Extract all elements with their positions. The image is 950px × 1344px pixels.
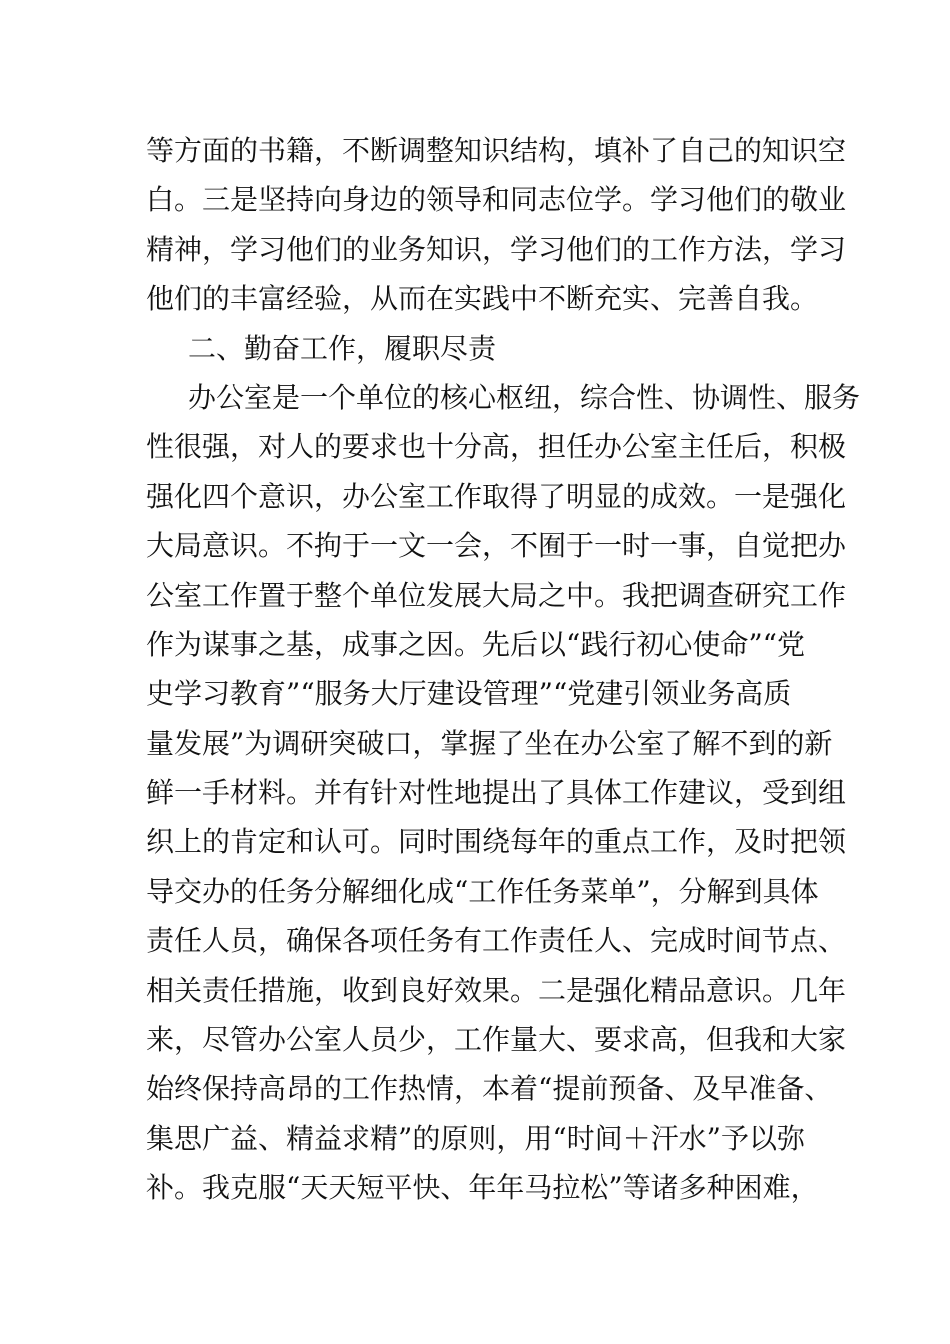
text-line: 责任人员，确保各项任务有工作责任人、完成时间节点、 xyxy=(146,924,847,958)
text-line: 史学习教育”“服务大厅建设管理”“党建引领业务高质 xyxy=(146,677,792,711)
text-line: 白。三是坚持向身边的领导和同志位学。学习他们的敬业 xyxy=(146,183,847,217)
text-line: 补。我克服“天天短平快、年年马拉松”等诸多种困难， xyxy=(146,1171,819,1205)
text-line: 集思广益、精益求精”的原则，用“时间＋汗水”予以弥 xyxy=(146,1121,805,1155)
document-body xyxy=(146,126,861,1213)
section-heading: 二、勤奋工作，履职尽责 xyxy=(188,331,497,365)
paragraph-first-line: 办公室是一个单位的核心枢纽，综合性、协调性、服务 xyxy=(188,380,861,414)
text-line: 来，尽管办公室人员少，工作量大、要求高，但我和大家 xyxy=(146,1023,847,1057)
text-line: 作为谋事之基，成事之因。先后以“践行初心使命”“党 xyxy=(146,627,805,661)
text-line: 精神，学习他们的业务知识，学习他们的工作方法，学习 xyxy=(146,232,847,266)
text-line: 相关责任措施，收到良好效果。二是强化精品意识。几年 xyxy=(146,973,847,1007)
text-line: 他们的丰富经验，从而在实践中不断充实、完善自我。 xyxy=(146,282,819,316)
text-line: 强化四个意识，办公室工作取得了明显的成效。一是强化 xyxy=(146,479,847,513)
text-line: 鲜一手材料。并有针对性地提出了具体工作建议，受到组 xyxy=(146,776,847,810)
text-line: 量发展”为调研突破口，掌握了坐在办公室了解不到的新 xyxy=(146,726,833,760)
text-line: 导交办的任务分解细化成“工作任务菜单”，分解到具体 xyxy=(146,874,819,908)
text-line: 等方面的书籍，不断调整知识结构，填补了自己的知识空 xyxy=(146,134,847,167)
text-line: 始终保持高昂的工作热情，本着“提前预备、及早准备、 xyxy=(146,1072,833,1106)
text-line: 公室工作置于整个单位发展大局之中。我把调查研究工作 xyxy=(146,578,847,612)
text-line: 性很强，对人的要求也十分高，担任办公室主任后，积极 xyxy=(146,430,847,464)
text-line: 织上的肯定和认可。同时围绕每年的重点工作，及时把领 xyxy=(146,825,847,859)
text-line: 大局意识。不拘于一文一会，不囿于一时一事，自觉把办 xyxy=(146,529,847,563)
